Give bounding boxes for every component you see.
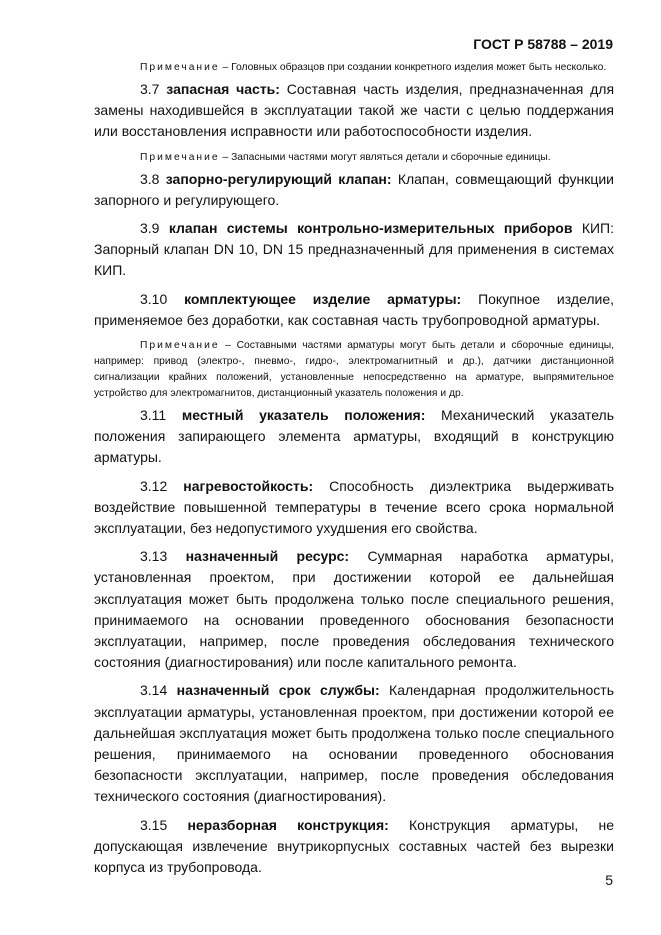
term-entry xyxy=(94,405,614,469)
term-entry xyxy=(94,79,614,143)
note-text: – Составными частями арматуры могут быть детали и сборочные единицы, например: привод (электро-, пневмо-, гидро-, электромагнитный и др.), датчики дистанционной сигнализации крайних положений, установленные непосредственно на арматуре, выпрямительное устройство для электромагнитов, дистанционный указатель положения и др. xyxy=(94,340,614,400)
term-name: местный указатель положения: xyxy=(181,407,426,424)
term-entry xyxy=(94,680,614,807)
note xyxy=(94,338,614,402)
document-body xyxy=(94,60,614,885)
term-entry xyxy=(94,546,614,673)
term-name: запорно-регулирующий клапан: xyxy=(165,170,392,187)
note xyxy=(94,150,614,166)
term-definition: Календарная продолжительность эксплуатации арматуры, установленная проектом, при достижении которой ее дальнейшая эксплуатация может быть продолжена только после специального решения, принимаемого на основании проведенного обоснования безопасности эксплуатации, например, после проведения обследования технического состояния (диагностирования). xyxy=(94,682,615,805)
entry-number: 3.8 xyxy=(140,170,160,187)
term-name: комплектующее изделие арматуры: xyxy=(184,290,462,307)
term-entry xyxy=(94,476,614,540)
note-label: Примечание xyxy=(140,151,220,163)
term-definition: Покупное изделие, применяемое без доработки, как составная часть трубопроводной арматуры. xyxy=(94,290,615,328)
entry-number: 3.10 xyxy=(140,290,168,307)
entry-number: 3.12 xyxy=(140,477,168,494)
term-abbreviation: КИП: xyxy=(581,220,615,237)
term-definition: Механический указатель положения запирающего элемента арматуры, входящий в конструкцию арматуры. xyxy=(94,407,615,466)
term-definition: Запорный клапан DN 10, DN 15 предназначенный для применения в системах КИП. xyxy=(94,241,614,279)
note-text: – Запасными частями могут являться детали и сборочные единицы. xyxy=(222,151,551,163)
document-header: ГОСТ Р 58788 – 2019 xyxy=(473,36,613,52)
note-text: – Головных образцов при создании конкретного изделия может быть несколько. xyxy=(222,62,607,73)
term-name: запасная часть: xyxy=(166,81,280,97)
note-label: Примечание xyxy=(140,340,220,352)
term-definition: Составная часть изделия, предназначенная для замены находившейся в эксплуатации такой же части с целью поддержания или восстановления исправности или работоспособности изделия. xyxy=(94,81,615,140)
term-definition: Суммарная наработка арматуры, установленная проектом, при достижении которой ее дальнейшая эксплуатация может быть продолжена только после специального решения, принимаемого на основании проведенного обоснования безопасности эксплуатации, например, после проведения обследования технического состояния (диагностирования) или после капитального ремонта. xyxy=(94,548,615,671)
entry-number: 3.15 xyxy=(140,816,168,833)
note-label: Примечание xyxy=(140,62,220,73)
term-entry xyxy=(94,218,614,282)
entry-number: 3.9 xyxy=(140,220,160,237)
term-name: неразборная конструкция: xyxy=(187,816,389,833)
term-name: нагревостойкость: xyxy=(183,477,314,494)
term-definition: Способность диэлектрика выдерживать воздействие повышенной температуры в течение всего срока нормальной эксплуатации, без недопустимого ухудшения его свойства. xyxy=(94,477,615,537)
entry-number: 3.13 xyxy=(140,548,168,565)
term-name: назначенный срок службы: xyxy=(176,682,380,699)
term-definition: Конструкция арматуры, не допускающая извлечение внутрикорпусных составных частей без вырезки корпуса из трубопровода. xyxy=(94,816,614,876)
entry-number: 3.14 xyxy=(140,682,168,699)
term-definition: Клапан, совмещающий функции запорного и регулирующего. xyxy=(94,170,614,208)
term-entry xyxy=(94,815,614,879)
term-entry xyxy=(94,169,614,211)
note xyxy=(94,60,614,76)
page-number: 5 xyxy=(605,872,613,888)
entry-number: 3.7 xyxy=(140,81,160,97)
entry-number: 3.11 xyxy=(140,407,167,424)
term-name: назначенный ресурс: xyxy=(185,548,350,565)
term-entry xyxy=(94,289,614,331)
term-name: клапан системы контрольно-измерительных приборов xyxy=(168,220,573,237)
